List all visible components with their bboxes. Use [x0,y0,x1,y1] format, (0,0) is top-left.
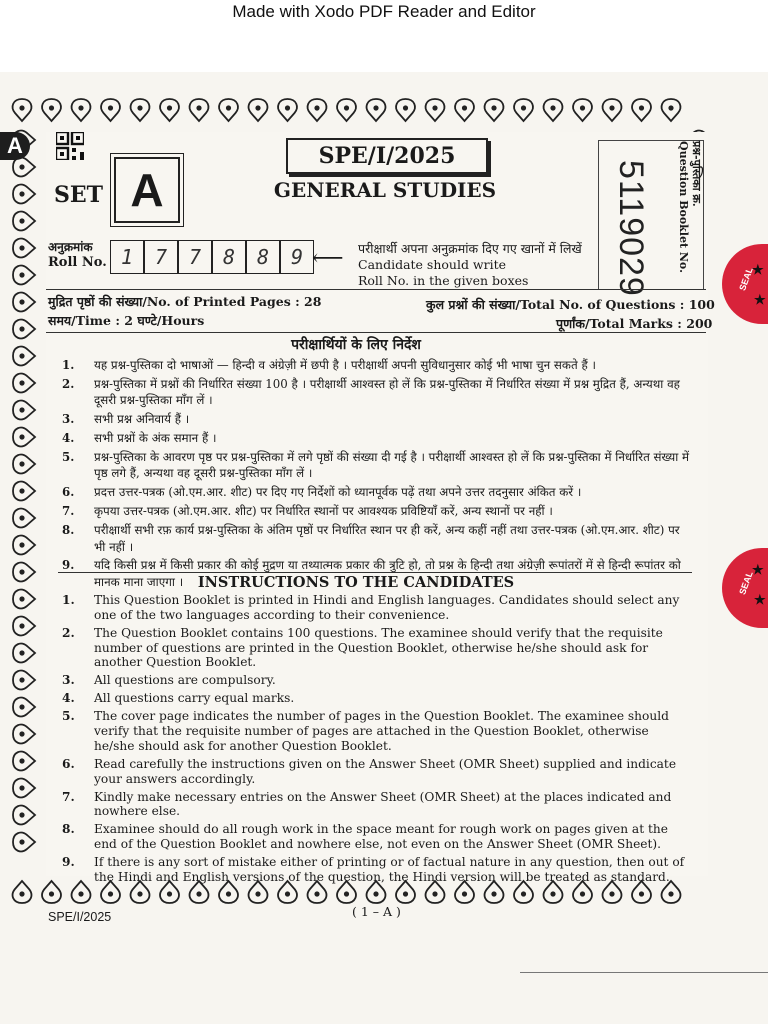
instruction-item [62,484,692,500]
star-icon: ★ [752,562,764,577]
total-marks: पूर्णांक/Total Marks : 200 [556,316,713,331]
set-badge: A [0,132,30,160]
hindi-instructions-heading: परीक्षार्थियों के लिए निर्देश [291,337,421,353]
border-ornament [131,99,150,121]
instruction-item [62,357,692,373]
border-ornament [573,99,592,121]
instruction-text: The Question Booklet contains 100 questions. The examinee should verify that the requisite number of questions are printed in the Question Booklet, otherwise he/she should ask for another Question Booklet. [94,625,663,670]
border-ornament [13,374,35,393]
border-ornament [13,509,35,528]
roll-instruction-english-1: Candidate should write [358,257,507,272]
border-ornament [13,320,35,339]
star-icon: ★ [752,262,764,277]
instruction-text: सभी प्रश्न अनिवार्य हैं । [94,412,190,427]
roll-digit-box[interactable]: 7 [178,240,212,274]
instruction-number: 3. [62,412,75,427]
border-ornament [337,99,356,121]
instruction-item [62,790,692,820]
border-ornament [13,293,35,312]
instruction-text: कृपया उत्तर-पत्रक (ओ.एम.आर. शीट) पर निर्धारित स्थानों पर आवश्यक प्रविष्टियाँ करें, अन्य स्थानों पर नहीं । [94,504,553,519]
border-ornament [190,99,209,121]
time-allowed: समय/Time : 2 घण्टे/Hours [48,313,205,328]
instruction-number: 6. [62,756,75,771]
instruction-text: यह प्रश्न-पुस्तिका दो भाषाओं — हिन्दी व अंग्रेज़ी में छपी है । परीक्षार्थी अपनी सुविधानुसार कोई भी भाषा चुन सकते हैं । [94,358,596,372]
border-ornament [13,881,32,903]
border-ornament [13,482,35,501]
border-ornament [13,563,35,582]
instruction-item [62,855,692,885]
border-ornament [308,99,327,121]
set-label: SET [54,182,104,208]
star-icon: ★ [754,292,766,307]
border-ornament [13,752,35,771]
border-ornament [514,99,533,121]
border-ornament [13,99,32,121]
booklet-number-label [677,141,703,281]
printed-pages: मुद्रित पृष्ठों की संख्या/No. of Printed Pages : 28 [48,294,322,309]
border-ornament [13,671,35,690]
border-ornament [13,779,35,798]
border-ornament [13,185,35,204]
instruction-text: प्रदत्त उत्तर-पत्रक (ओ.एम.आर. शीट) पर दिए गए निर्देशों को ध्यानपूर्वक पढ़ें तथा अपने उत्तर तदनुसार अंकित करें । [94,485,582,500]
instruction-number: 1. [62,358,75,372]
roll-number-boxes [110,240,314,274]
border-ornament [13,158,35,177]
border-ornament [367,99,386,121]
hindi-instructions-list [62,357,692,593]
border-ornament [13,266,35,285]
roll-digit-box[interactable]: 8 [246,240,280,274]
instruction-text: Read carefully the instructions given on the Answer Sheet (OMR Sheet) supplied and indicate your answers accordingly. [94,756,677,786]
instruction-number: 5. [62,709,75,724]
instruction-number: 3. [62,673,75,688]
border-ornament [13,806,35,825]
border-ornament [426,99,445,121]
instruction-number: 2. [62,625,75,640]
border-ornament [13,239,35,258]
instruction-text: This Question Booklet is printed in Hindi and English languages. Candidates should select any one of the two languages according to their convenience. [94,593,680,622]
border-ornament [13,644,35,663]
instruction-number: 6. [62,485,75,500]
border-ornament [13,833,35,852]
roll-digit-box[interactable]: 8 [212,240,246,274]
border-ornament [42,881,61,903]
star-icon: ★ [754,592,766,607]
border-ornament [13,401,35,420]
border-ornament [396,99,415,121]
roll-instruction [358,241,608,289]
border-ornament [72,99,91,121]
english-instructions-heading: INSTRUCTIONS TO THE CANDIDATES [197,574,515,591]
border-ornament [13,725,35,744]
instruction-item [62,709,692,753]
instruction-item [62,691,692,706]
qr-code-icon [56,132,84,160]
instruction-item [62,822,692,852]
instruction-text: If there is any sort of mistake either of printing or of factual nature in any question, then out of the Hindi and English versions of the question, the Hindi version will be treated as standard. [94,855,685,885]
instruction-item [62,757,692,787]
instruction-number: 7. [62,789,75,804]
border-ornament [13,536,35,555]
border-ornament [278,99,297,121]
border-ornament [219,99,238,121]
roll-instruction-hindi: परीक्षार्थी अपना अनुक्रमांक दिए गए खानों में लिखें [358,241,582,256]
border-ornament [13,617,35,636]
border-ornament [455,99,474,121]
footer-page-number: ( 1 – A ) [352,904,401,919]
instruction-number: 9. [62,558,75,573]
instruction-number: 8. [62,523,75,538]
booklet-label-hindi: प्रश्न-पुस्तिका क्र. [690,141,703,207]
paper-code: SPE/I/2025 [286,138,488,174]
border-ornament [632,99,651,121]
booklet-label-english: Question Booklet No. [677,141,690,273]
instruction-item [62,449,692,482]
english-instructions-list [62,593,692,888]
border-ornament [13,212,35,231]
watermark-banner: Made with Xodo PDF Reader and Editor [232,2,536,21]
instruction-number: 7. [62,504,75,519]
instruction-text: परीक्षार्थी सभी रफ़ कार्य प्रश्न-पुस्तिका के अंतिम पृष्ठों पर निर्धारित स्थान पर ही करें, अन्य कहीं नहीं तथा उत्तर-पत्रक (ओ.एम.आर. शीट) पर भी नहीं । [94,523,680,554]
instruction-number: 2. [62,376,75,391]
instruction-text: All questions are compulsory. [94,673,276,688]
instruction-number: 4. [62,691,75,706]
subject-title: GENERAL STUDIES [273,178,497,202]
border-ornament [13,455,35,474]
arrow-left-icon: ⟵ [312,246,344,271]
roll-digit-box[interactable]: 1 [110,240,144,274]
instruction-item [62,376,692,409]
instruction-item [62,411,692,427]
total-questions: कुल प्रश्नों की संख्या/Total No. of Questions : 100 [426,297,715,312]
instruction-text: यदि किसी प्रश्न में किसी प्रकार की कोई मुद्रण या तथ्यात्मक प्रकार की त्रुटि हो, तो प्रश्न के हिन्दी तथा अंग्रेज़ी रूपांतरों में से हिन्दी रूपांतर को मानक माना जाएगा । [94,558,681,589]
instruction-item [62,503,692,519]
instruction-number: 9. [62,855,75,870]
instruction-text: Examinee should do all rough work in the space meant for rough work on pages given at the end of the Question Booklet and nowhere else, not even on the Answer Sheet (OMR Sheet). [94,822,668,852]
instruction-item [62,626,692,670]
instruction-number: 4. [62,431,75,446]
footer-paper-code: SPE/I/2025 [48,910,112,924]
instruction-text: The cover page indicates the number of pages in the Question Booklet. The examinee should verify that the requisite number of pages are attached in the Question Booklet, otherwise he/she should ask for another Question Booklet. [94,709,669,753]
border-ornament [662,99,681,121]
border-ornament [13,428,35,447]
roll-label-english: Roll No. [48,255,107,270]
instruction-number: 8. [62,822,75,837]
border-ornament [603,99,622,121]
border-ornament [13,698,35,717]
border-ornament [101,99,120,121]
instruction-text: प्रश्न-पुस्तिका के आवरण पृष्ठ पर प्रश्न-पुस्तिका में लगे पृष्ठों की संख्या दी गई है । परीक्षार्थी आश्वस्त हो लें कि प्रश्न-पुस्तिका में निर्धारित संख्या में पृष्ठ लगे हैं, अन्यथा वह दूसरी प्रश्न-पुस्तिका माँग लें । [94,450,690,481]
border-ornament [42,99,61,121]
instruction-item [62,430,692,446]
roll-digit-box[interactable]: 9 [280,240,314,274]
divider [58,572,692,573]
border-ornament [160,99,179,121]
border-ornament [544,99,563,121]
instruction-text: प्रश्न-पुस्तिका में प्रश्नों की निर्धारित संख्या 100 है । परीक्षार्थी आश्वस्त हो लें कि प्रश्न-पुस्तिका में निर्धारित संख्या में प्रश्न मुद्रित हैं, अन्यथा वह दूसरी प्रश्न-पुस्तिका माँग लें । [94,376,680,408]
instruction-text: All questions carry equal marks. [94,691,295,706]
page-edge-line [520,972,768,973]
roll-label-hindi: अनुक्रमांक [48,240,93,254]
set-value: A [114,157,180,223]
border-ornament [13,347,35,366]
seal-label: SEAL [737,266,755,292]
instruction-text: सभी प्रश्नों के अंक समान हैं । [94,431,217,446]
border-ornament [249,99,268,121]
instruction-item [62,593,692,623]
roll-instruction-english-2: Roll No. in the given boxes [358,273,529,288]
border-ornament [485,99,504,121]
instruction-text: Kindly make necessary entries on the Answer Sheet (OMR Sheet) at the places indicated and nowhere else. [94,789,672,819]
border-ornament [13,590,35,609]
seal-label: SEAL [737,570,755,596]
roll-digit-box[interactable]: 7 [144,240,178,274]
divider [46,332,706,333]
instruction-item [62,673,692,688]
instruction-number: 1. [62,593,75,607]
booklet-number: 5119029 [612,160,650,297]
instruction-number: 5. [62,450,75,465]
divider [46,289,706,290]
instruction-item [62,522,692,555]
